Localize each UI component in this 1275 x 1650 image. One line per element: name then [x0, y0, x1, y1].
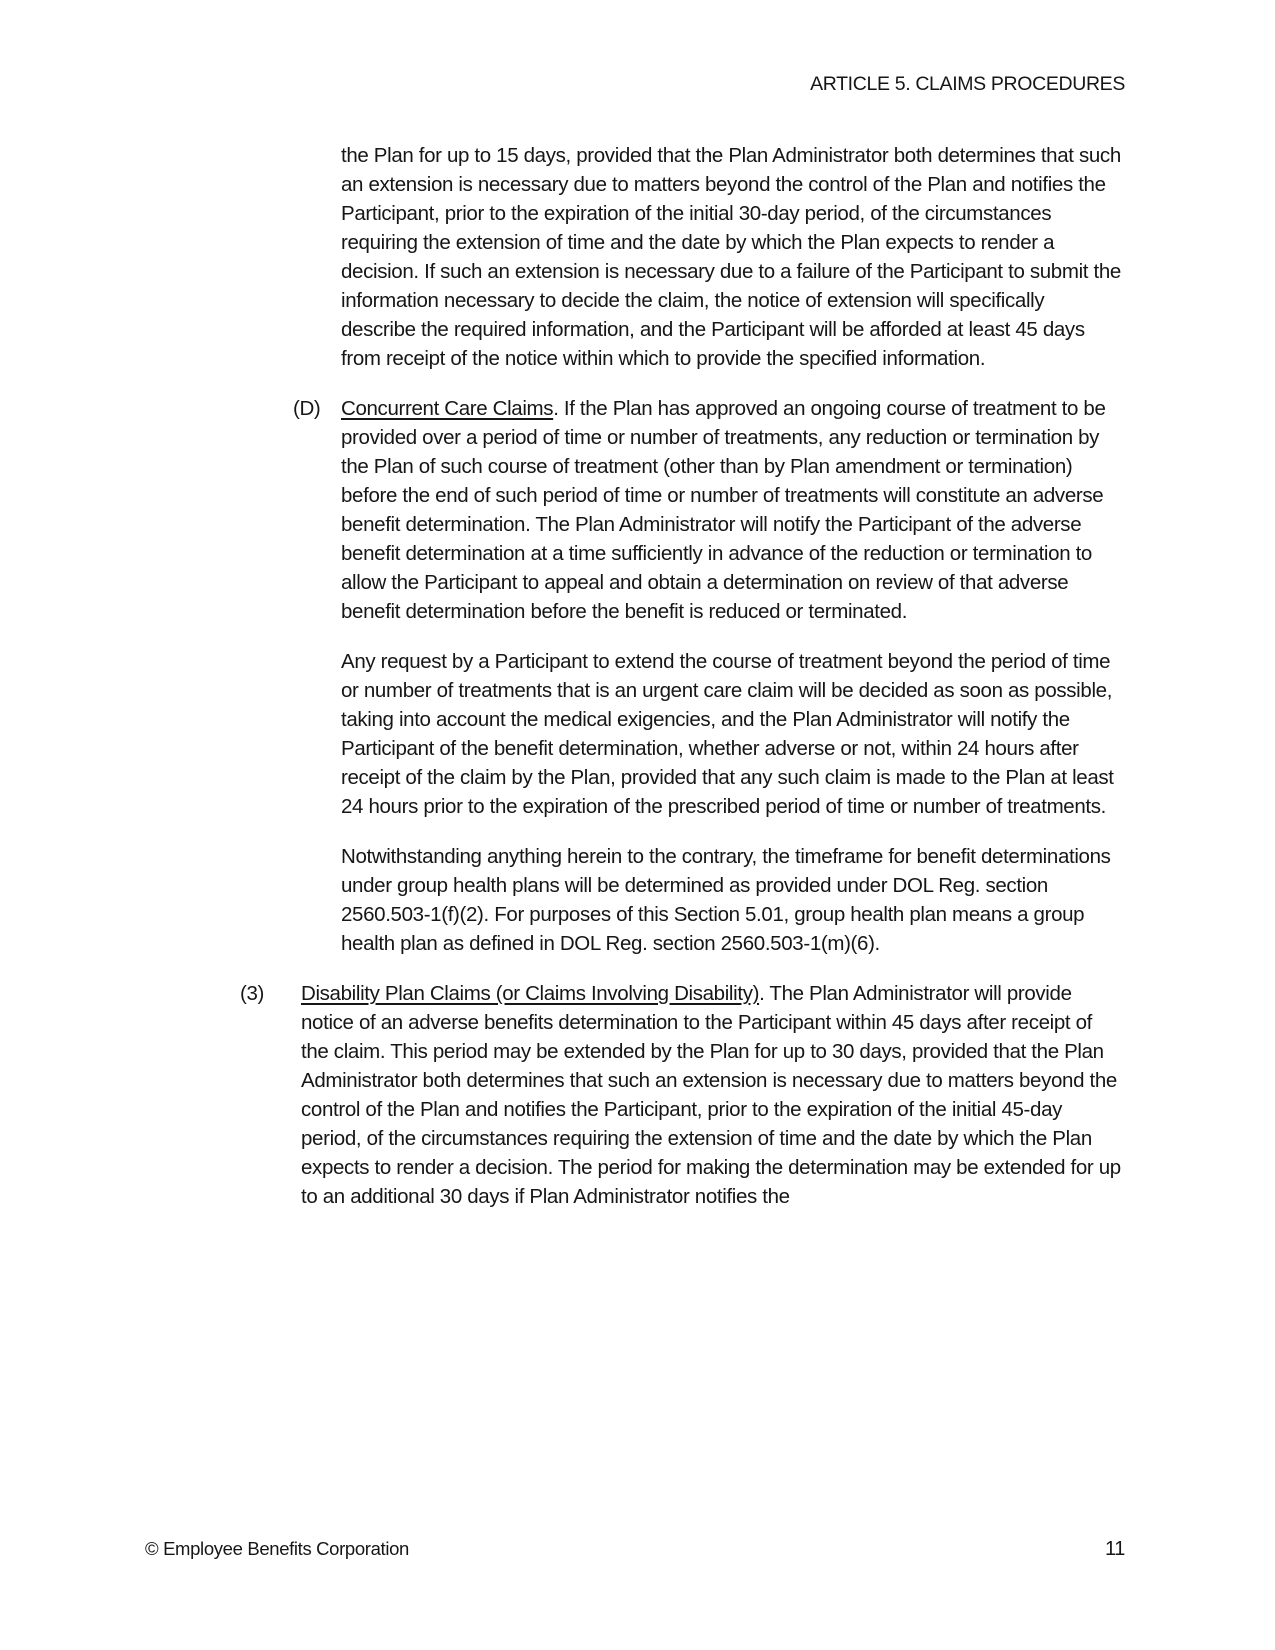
- page-header: [150, 70, 1125, 99]
- document-body: [150, 141, 1130, 1232]
- item-3-text: [301, 979, 1124, 1232]
- item-d-paragraph-3: Notwithstanding anything herein to the contrary, the timeframe for benefit determinations under group health plans will be determined as provided under DOL Reg. section 2560.503-1(f)(2). For purposes of this Section 5.01, group health plan means a group health plan as defined in DOL Reg. section 2560.503-1(m)(6).: [341, 845, 1111, 955]
- list-marker-3: (3): [240, 982, 265, 1005]
- item-d-text: [341, 394, 1123, 979]
- page-footer: [145, 1534, 1125, 1564]
- item-d-first-paragraph: [341, 394, 1123, 626]
- footer-page-number: 11: [1104, 1538, 1125, 1560]
- item-d-paragraph-2: Any request by a Participant to extend the course of treatment beyond the period of time or number of treatments that is an urgent care claim will be decided as soon as possible, taking into account the medical exigencies, and the Plan Administrator will notify the Participant of the benefit determination, whether adverse or not, within 24 hours after receipt of the claim by the Plan, provided that any such claim is made to the Plan at least 24 hours prior to the expiration of the prescribed period of time or number of treatments.: [341, 650, 1114, 818]
- paragraph-extension-continuation: the Plan for up to 15 days, provided that the Plan Administrator both determines that such an extension is necessary due to matters beyond the control of the Plan and notifies the Participant, prior to the expiration of the initial 30-day period, of the circumstances requiring the extension of time and the date by which the Plan expects to render a decision. If such an extension is necessary due to a failure of the Participant to submit the information necessary to decide the claim, the notice of extension will specifically describe the required information, and the Participant will be afforded at least 45 days from receipt of the notice within which to provide the specified information.: [341, 144, 1121, 370]
- list-marker-d: (D): [293, 397, 321, 420]
- item-3-heading: Disability Plan Claims (or Claims Involving Disability): [301, 982, 760, 1005]
- item-d-body: . If the Plan has approved an ongoing course of treatment to be provided over a period of time or number of treatments, any reduction or termination by the Plan of such course of treatment (other than by Plan amendment or termination) before the end of such period of time or number of treatments will constitute an adverse benefit determination. The Plan Administrator will notify the Participant of the adverse benefit determination at a time sufficiently in advance of the reduction or termination to allow the Participant to appeal and obtain a determination on review of that adverse benefit determination before the benefit is reduced or terminated.: [341, 397, 1106, 623]
- item-3-body: . The Plan Administrator will provide notice of an adverse benefits determination to the Participant within 45 days after receipt of the claim. This period may be extended by the Plan for up to 30 days, provided that the Plan Administrator both determines that such an extension is necessary due to matters beyond the control of the Plan and notifies the Participant, prior to the expiration of the initial 45-day period, of the circumstances requiring the extension of time and the date by which the Plan expects to render a decision. The period for making the determination may be extended for up to an additional 30 days if Plan Administrator notifies the: [301, 982, 1121, 1208]
- list-item-d: [293, 394, 1130, 979]
- item-d-heading: Concurrent Care Claims: [341, 397, 554, 420]
- article-title: ARTICLE 5. CLAIMS PROCEDURES: [810, 73, 1125, 95]
- footer-copyright: © Employee Benefits Corporation: [145, 1538, 409, 1559]
- item-3-first-paragraph: [301, 979, 1124, 1211]
- list-item-3: [240, 979, 1130, 1232]
